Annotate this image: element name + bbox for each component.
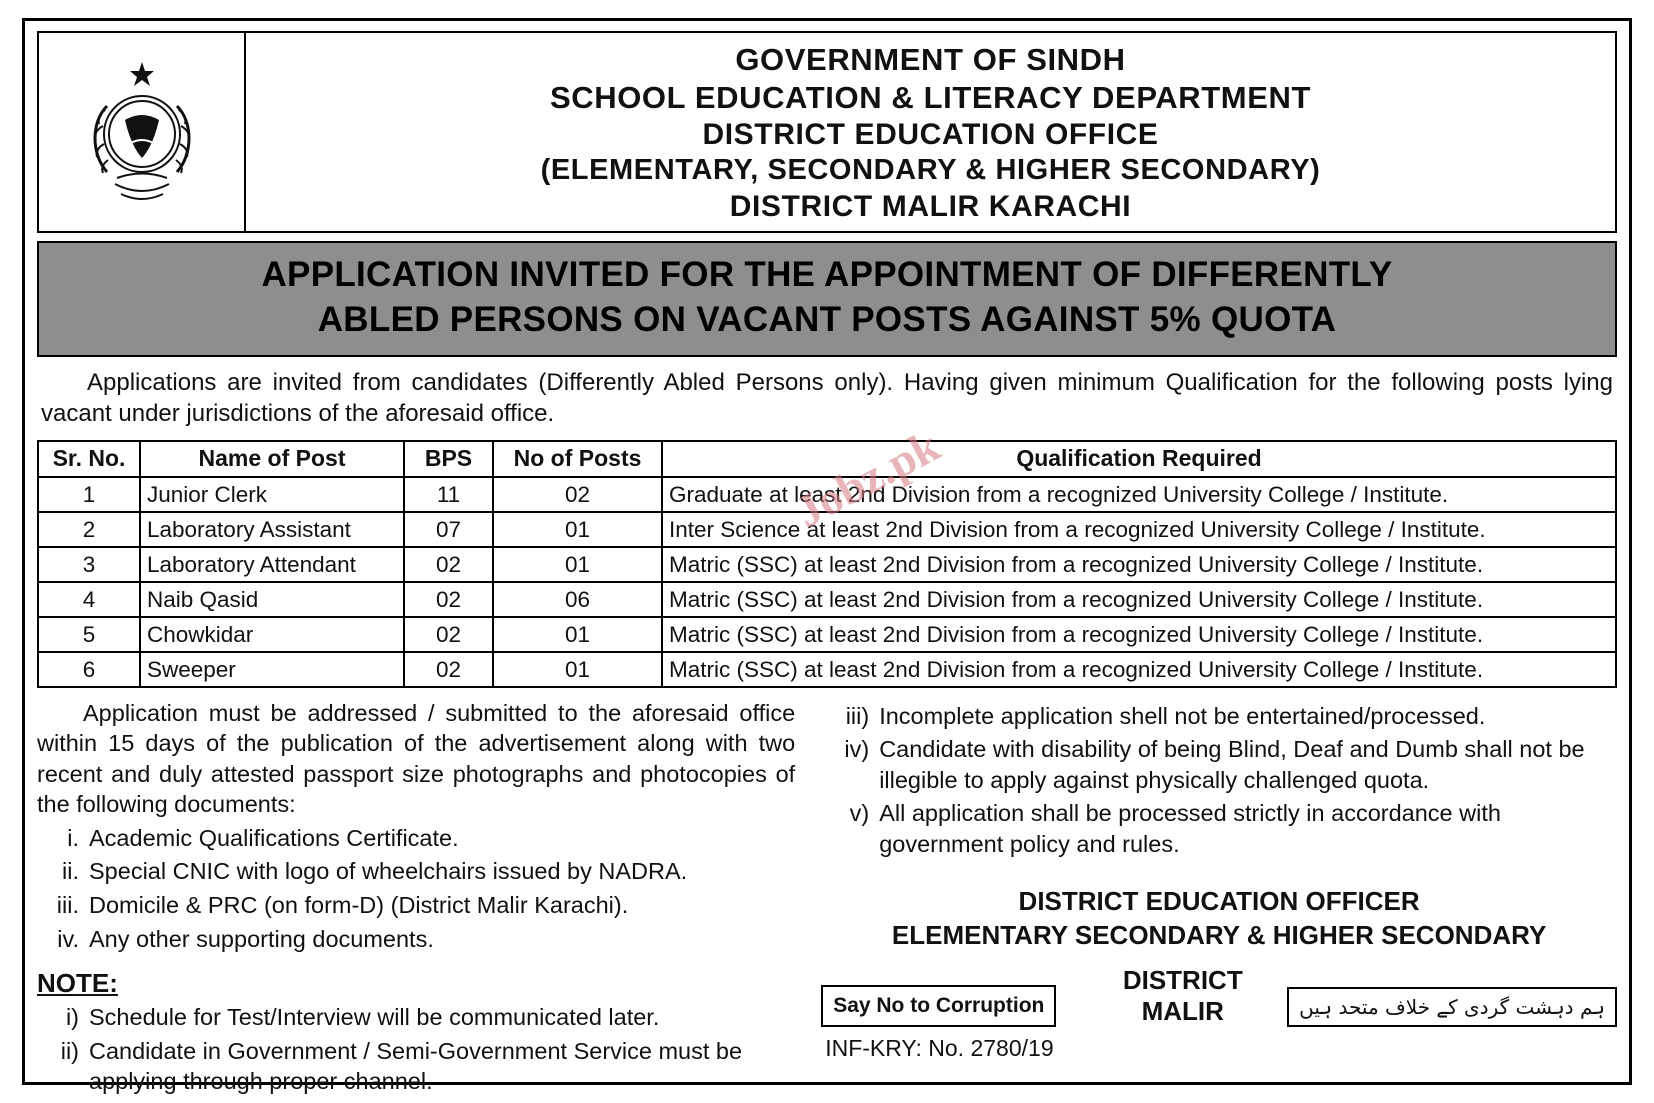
table-row — [38, 547, 1616, 582]
list-text: Special CNIC with logo of wheelchairs issued by NADRA. — [89, 858, 688, 885]
list-item — [37, 1036, 795, 1097]
list-text: Incomplete application shell not be entertained/processed. — [879, 702, 1486, 729]
cell-sr-no: 3 — [38, 547, 140, 582]
column-header-bps: BPS — [404, 441, 493, 477]
list-marker: i. — [67, 824, 79, 851]
list-marker: iv) — [844, 736, 870, 763]
cell-name-of-post: Laboratory Attendant — [140, 547, 404, 582]
cell-sr-no: 1 — [38, 477, 140, 512]
signoff-district: DISTRICT MALIR — [1122, 965, 1243, 1027]
cell-no-of-posts: 06 — [493, 582, 662, 617]
cell-no-of-posts: 01 — [493, 512, 662, 547]
list-text: Any other supporting documents. — [89, 925, 434, 952]
list-text: Domicile & PRC (on form-D) (District Malir Karachi). — [89, 892, 629, 918]
list-marker: iii) — [845, 702, 870, 729]
header-line-5: DISTRICT MALIR KARACHI — [729, 189, 1132, 223]
sindh-government-crest-icon — [77, 48, 207, 216]
table-header-row — [38, 441, 1616, 477]
content-columns — [37, 698, 1617, 1097]
list-item — [37, 823, 795, 854]
cell-bps: 11 — [404, 477, 493, 512]
list-marker: i) — [65, 1004, 79, 1031]
left-column — [37, 698, 811, 1097]
list-item — [37, 1002, 795, 1033]
posts-table — [37, 440, 1617, 688]
inf-number: INF-KRY: No. 2780/19 — [825, 1035, 1054, 1062]
list-marker: v) — [849, 800, 870, 827]
cell-sr-no: 4 — [38, 582, 140, 617]
cell-no-of-posts: 01 — [493, 617, 662, 652]
list-item — [37, 856, 795, 887]
list-item — [37, 924, 795, 955]
list-marker: iii. — [56, 892, 79, 918]
say-no-to-corruption-badge: Say No to Corruption — [821, 985, 1056, 1027]
cell-sr-no: 5 — [38, 617, 140, 652]
list-item — [821, 798, 1617, 859]
banner-line-1: APPLICATION INVITED FOR THE APPOINTMENT OF DIFFERENTLY — [261, 255, 1393, 295]
list-text: All application shall be processed strictly in accordance with government policy and rules. — [879, 800, 1501, 857]
cell-bps: 07 — [404, 512, 493, 547]
list-text: Candidate in Government / Semi-Government Service must be applying through proper channel. — [89, 1037, 743, 1095]
cell-no-of-posts: 02 — [493, 477, 662, 512]
banner-headline — [37, 241, 1617, 357]
documents-list — [37, 823, 795, 954]
signoff-block — [821, 885, 1617, 953]
cell-name-of-post: Sweeper — [140, 652, 404, 687]
signoff-line-1: DISTRICT EDUCATION OFFICER — [1018, 886, 1420, 917]
cell-no-of-posts: 01 — [493, 547, 662, 582]
cell-name-of-post: Junior Clerk — [140, 477, 404, 512]
cell-bps: 02 — [404, 652, 493, 687]
right-column — [811, 698, 1617, 1097]
table-row — [38, 512, 1616, 547]
signoff-line-2: ELEMENTARY SECONDARY & HIGHER SECONDARY — [891, 920, 1547, 951]
list-marker: ii. — [62, 858, 79, 885]
list-text: Candidate with disability of being Blind, Deaf and Dumb shall not be illegible to apply against physically challenged quota. — [879, 736, 1585, 793]
list-item — [821, 701, 1617, 732]
list-text: Schedule for Test/Interview will be communicated later. — [89, 1004, 660, 1031]
advertisement-header — [37, 31, 1617, 233]
conditions-list — [821, 701, 1617, 860]
column-header-no-of-posts: No of Posts — [493, 441, 662, 477]
cell-bps: 02 — [404, 547, 493, 582]
cell-bps: 02 — [404, 582, 493, 617]
column-header-qualification: Qualification Required — [662, 441, 1616, 477]
list-marker: iv. — [57, 925, 79, 952]
cell-qualification: Matric (SSC) at least 2nd Division from a recognized University College / Institute. — [662, 652, 1616, 687]
intro-paragraph: Applications are invited from candidates (Differently Abled Persons only). Having given minimum Qualification for the following posts lying vacant under jurisdictions of the aforesaid office. — [41, 368, 1613, 428]
cell-sr-no: 6 — [38, 652, 140, 687]
cell-name-of-post: Chowkidar — [140, 617, 404, 652]
cell-sr-no: 2 — [38, 512, 140, 547]
header-line-2: SCHOOL EDUCATION & LITERACY DEPARTMENT — [549, 79, 1312, 115]
column-header-sr-no: Sr. No. — [38, 441, 140, 477]
list-item — [821, 734, 1617, 795]
banner-line-2: ABLED PERSONS ON VACANT POSTS AGAINST 5% QUOTA — [317, 299, 1337, 339]
cell-no-of-posts: 01 — [493, 652, 662, 687]
header-line-1: GOVERNMENT OF SINDH — [735, 42, 1126, 77]
cell-name-of-post: Laboratory Assistant — [140, 512, 404, 547]
list-text: Academic Qualifications Certificate. — [89, 824, 459, 851]
cell-qualification: Matric (SSC) at least 2nd Division from a recognized University College / Institute. — [662, 617, 1616, 652]
table-row — [38, 477, 1616, 512]
cell-name-of-post: Naib Qasid — [140, 582, 404, 617]
cell-qualification: Matric (SSC) at least 2nd Division from a recognized University College / Institute. — [662, 582, 1616, 617]
header-line-3: DISTRICT EDUCATION OFFICE — [702, 117, 1159, 151]
urdu-slogan: ہم دہشت گردی کے خلاف متحد ہیں — [1287, 987, 1617, 1027]
list-marker: ii) — [60, 1037, 79, 1064]
bottom-row — [821, 965, 1617, 1027]
note-heading: NOTE: — [37, 968, 118, 999]
header-title-block — [246, 33, 1615, 231]
table-row — [38, 582, 1616, 617]
table-row — [38, 652, 1616, 687]
cell-qualification: Matric (SSC) at least 2nd Division from a recognized University College / Institute. — [662, 547, 1616, 582]
submission-paragraph: Application must be addressed / submitted to the aforesaid office within 15 days of the publication of the advertisement along with two recent and duly attested passport size photographs and photocopies of the following documents: — [37, 699, 796, 818]
cell-qualification: Graduate at least 2nd Division from a recognized University College / Institute. — [662, 477, 1616, 512]
cell-bps: 02 — [404, 617, 493, 652]
header-line-4: (ELEMENTARY, SECONDARY & HIGHER SECONDARY) — [540, 154, 1321, 187]
watermark: Jobz.pk — [787, 419, 948, 538]
column-header-name-of-post: Name of Post — [140, 441, 404, 477]
notes-list — [37, 1002, 795, 1097]
list-item — [37, 890, 795, 921]
crest-cell — [39, 33, 246, 231]
cell-qualification: Inter Science at least 2nd Division from a recognized University College / Institute. — [662, 512, 1616, 547]
table-row — [38, 617, 1616, 652]
advertisement-body — [22, 18, 1632, 1095]
